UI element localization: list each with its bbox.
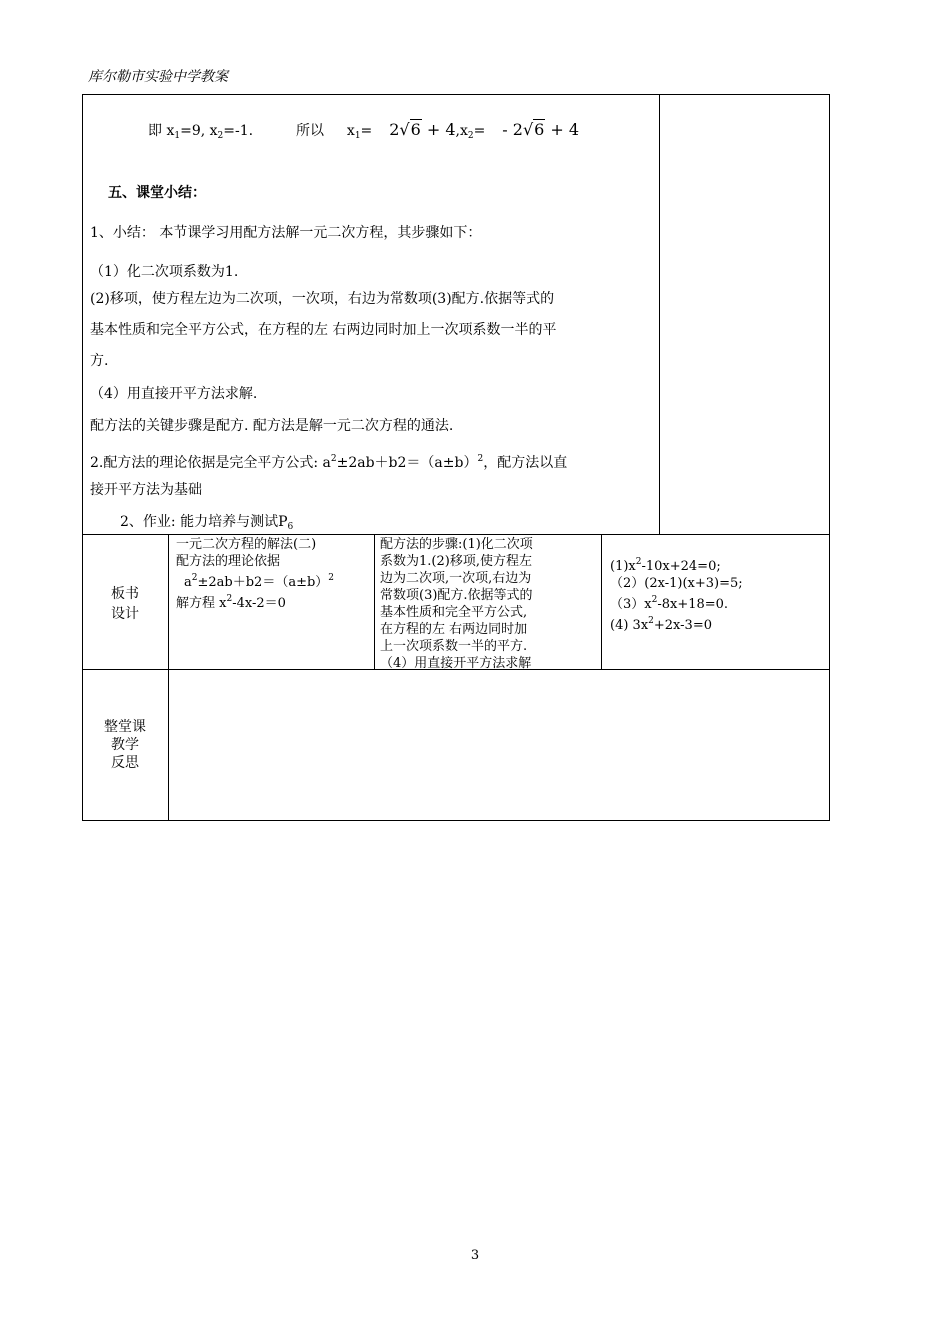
summary-line-1: 1、小结： 本节课学习用配方法解一元二次方程，其步骤如下： [90, 225, 482, 241]
x2-expression: - 2√6 + 4 [502, 120, 580, 139]
board-col-divider-2 [601, 534, 602, 669]
board-col2: 配方法的步骤:(1)化二次项 系数为1.(2)移项,使方程左 边为二次项,一次项,右边为 常数项(3)配方.依据等式的 基本性质和完全平方公式, 在方程的左 右两边同时加 上一次项系数一半的平方. （4）用直接开平方法求解 [380, 537, 533, 671]
summary-line-9: 接开平方法为基础 [90, 482, 202, 498]
summary-line-4: 基本性质和完全平方公式，在方程的左 右两边同时加上一次项系数一半的平 [90, 322, 557, 338]
board-label: 板书 设计 [111, 586, 139, 622]
summary-line-8: 2.配方法的理论依据是完全平方公式: $a^2\pm 2ab+b2=(a\pm b)^2$，配方法以直 [90, 454, 568, 471]
summary-line-2: （1）化二次项系数为1. [90, 264, 239, 280]
table-border-right [829, 94, 830, 821]
summary-line-5: 方. [90, 353, 109, 369]
summary-title: 五、课堂小结： [108, 185, 206, 201]
reflection-label: 整堂课 教学 反思 [104, 719, 146, 771]
x1-expression: 2√6 + 4 [389, 120, 456, 139]
table-divider-upper-right [659, 94, 660, 534]
document-header: 库尔勒市实验中学教案 [88, 69, 228, 85]
summary-line-7: 配方法的关键步骤是配方. 配方法是解一元二次方程的通法. [90, 418, 454, 434]
solution-line: 即 $x_1=9$, $x_2=-1$. 所以 $x_1= 2√6 + 4,x_2= - 2√6 + 4$ [148, 120, 580, 141]
summary-line-3: (2)移项，使方程左边为二次项，一次项，右边为常数项(3)配方.依据等式的 [90, 291, 555, 307]
board-col1: 一元二次方程的解法(二) 配方法的理论依据 $a^2\pm 2ab+b2=(a\pm b)^2$ 解方程 $x^2-4x-2=0$ [176, 537, 335, 611]
board-col-divider-1 [374, 534, 375, 669]
label-column-divider [168, 534, 169, 821]
table-border-bottom [82, 820, 830, 821]
board-col3: $(1)x^2-10x+24=0$; （2）(2x-1)(x+3)=5; $(3)x^2-8x+18=0$. (4) $3x^2+2x-3=0$ [610, 557, 743, 633]
homework-line: 2、作业: 能力培养与测试$P_6$ [120, 514, 294, 532]
table-border-top [82, 94, 830, 95]
summary-line-6: （4）用直接开平方法求解. [90, 386, 258, 402]
table-border-left-upper [82, 94, 83, 821]
page-number: 3 [470, 1248, 480, 1263]
